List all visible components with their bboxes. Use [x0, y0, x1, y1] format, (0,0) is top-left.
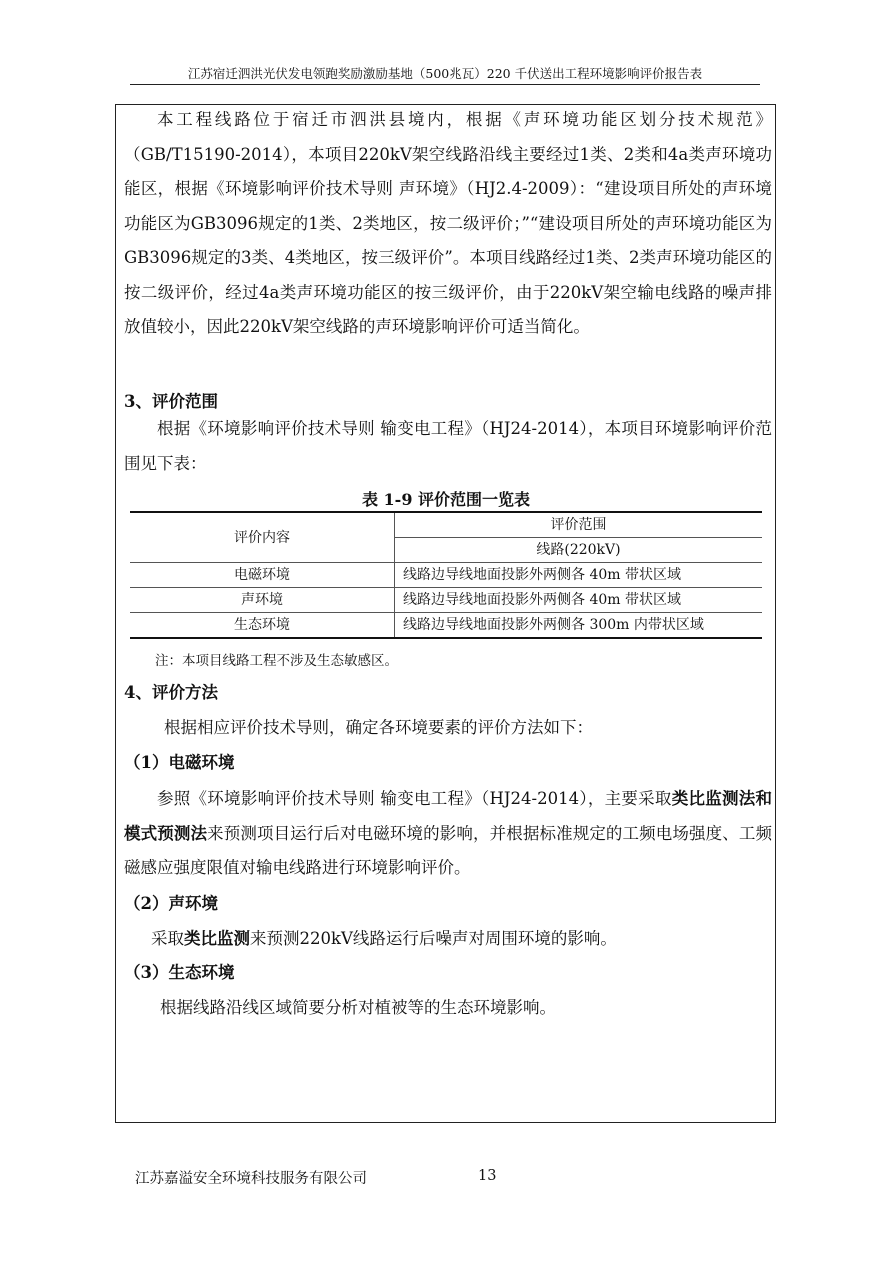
intro-paragraph: 本工程线路位于宿迁市泗洪县境内，根据《声环境功能区划分技术规范》（GB/T15190-2014），本项目220kV架空线路沿线主要经过1类、2类和4a类声环境功能区，根据《环境影响评价技术导则 声环境》（HJ2.4-2009）：“建设项目所处的声环境功能区为GB3096规定的1类、2类地区，按二级评价；”“建设项目所处的声环境功能区为GB3096规定的3类、4类地区，按三级评价”。本项目线路经过1类、2类声环境功能区的按二级评价，经过4a类声环境功能区的按三级评价，由于220kV架空输电线路的噪声排放值较小，因此220kV架空线路的声环境影响评价可适当简化。 [124, 110, 772, 336]
table-title: 表 1-9 评价范围一览表 [361, 490, 531, 509]
section3-paragraph: 根据《环境影响评价技术导则 输变电工程》（HJ24-2014），本项目环境影响评价范围见下表： [124, 419, 772, 473]
section4-sub1-heading: （1）电磁环境 [124, 753, 235, 772]
sub1-text-a: 参照《环境影响评价技术导则 输变电工程》（HJ24-2014），主要采取 [157, 789, 672, 808]
sub2-method-bold: 类比监测 [184, 929, 250, 948]
table-row [130, 563, 762, 588]
sub2-text-c: 来预测220kV线路运行后噪声对周围环境的影响。 [250, 929, 617, 948]
table-cell-range: 线路边导线地面投影外两侧各 300m 内带状区域 [395, 613, 763, 639]
table-header-content: 评价内容 [130, 512, 395, 563]
footer-company: 江苏嘉溢安全环境科技服务有限公司 [135, 1171, 367, 1187]
table-header-line: 线路(220kV) [395, 538, 763, 563]
section4-heading: 4、评价方法 [124, 683, 218, 702]
table-header-row [130, 512, 762, 538]
section4-sub3-paragraph: 根据线路沿线区域简要分析对植被等的生态环境影响。 [160, 998, 556, 1017]
page-number: 13 [478, 1168, 497, 1184]
header-rule [130, 84, 760, 85]
section4-intro: 根据相应评价技术导则，确定各环境要素的评价方法如下： [164, 718, 593, 737]
table-note: 注：本项目线路工程不涉及生态敏感区。 [155, 653, 398, 669]
evaluation-range-table [130, 511, 762, 639]
table-cell-item: 电磁环境 [130, 563, 395, 588]
sub2-text-a: 采取 [151, 929, 184, 948]
table-cell-range: 线路边导线地面投影外两侧各 40m 带状区域 [395, 563, 763, 588]
table-header-range: 评价范围 [395, 512, 763, 538]
section4-sub1-paragraph [124, 782, 772, 886]
section3-heading: 3、评价范围 [124, 392, 218, 411]
section4-sub3-heading: （3）生态环境 [124, 963, 235, 982]
table-cell-range: 线路边导线地面投影外两侧各 40m 带状区域 [395, 588, 763, 613]
section4-sub2-heading: （2）声环境 [124, 894, 218, 913]
sub1-text-c: 来预测项目运行后对电磁环境的影响，并根据标准规定的工频电场强度、工频磁感应强度限值对输电线路进行环境影响评价。 [124, 823, 773, 877]
table-cell-item: 声环境 [130, 588, 395, 613]
table-row [130, 613, 762, 639]
page-header-title: 江苏宿迁泗洪光伏发电领跑奖励激励基地（500兆瓦）220 千伏送出工程环境影响评价报告表 [187, 66, 703, 81]
sub1-method-bold: 类比监测法和模式预测法 [124, 789, 773, 843]
section4-sub2-paragraph [151, 928, 617, 950]
table-row [130, 588, 762, 613]
table-cell-item: 生态环境 [130, 613, 395, 639]
